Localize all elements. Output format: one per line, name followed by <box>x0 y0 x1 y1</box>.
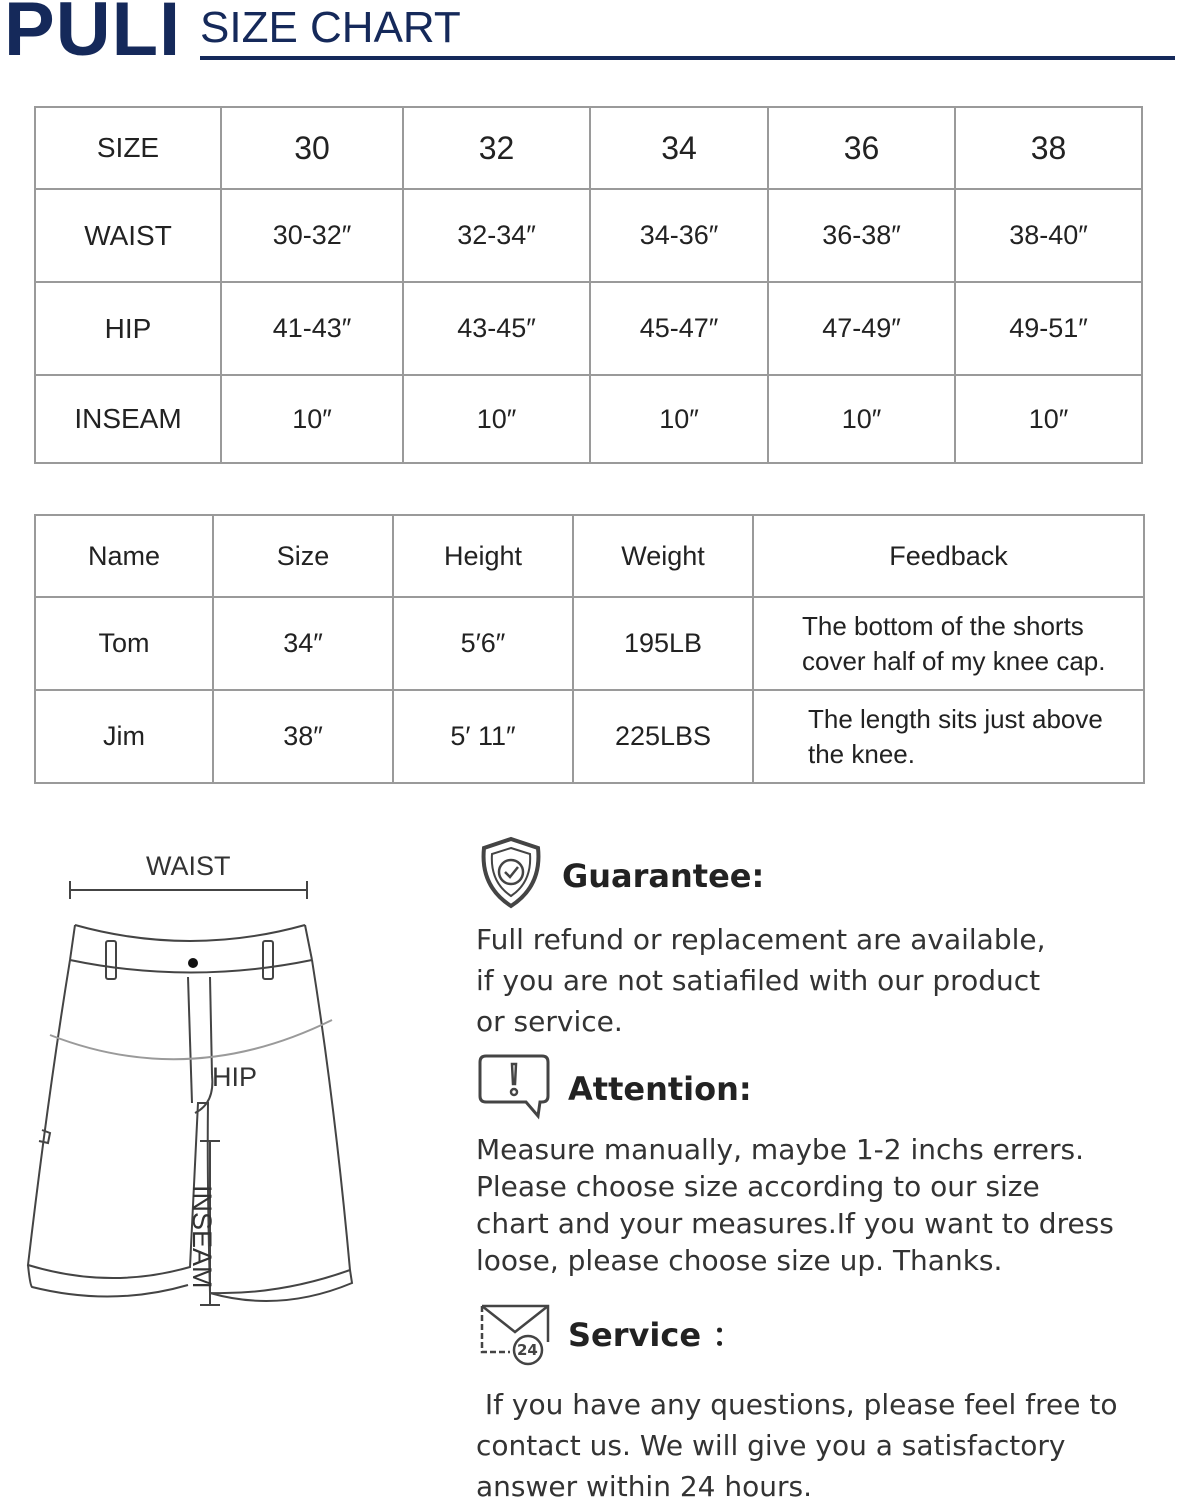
row-label: HIP <box>35 282 221 375</box>
feedback-header-row <box>35 515 1144 597</box>
customer-feedback-table <box>34 514 1145 784</box>
waist-row <box>35 189 1142 282</box>
feedback-header-cell: Weight <box>573 515 753 597</box>
brand-logo: PULI <box>4 0 182 72</box>
size-header-cell: SIZE <box>35 107 221 189</box>
service-section <box>476 1300 1156 1507</box>
table-cell: 36-38″ <box>768 189 955 282</box>
feedback-header-cell: Size <box>213 515 393 597</box>
table-cell: 30-32″ <box>221 189 403 282</box>
size-header-cell: 30 <box>221 107 403 189</box>
feedback-line: cover half of my knee cap. <box>802 645 1106 676</box>
service-title: Service ： <box>568 1316 745 1354</box>
text-line: Full refund or replacement are available, <box>476 923 1046 956</box>
table-cell: 43-45″ <box>403 282 590 375</box>
waist-label: WAIST <box>146 851 231 881</box>
feedback-line: The length sits just above <box>808 703 1103 734</box>
inseam-label: INSEAM <box>187 1185 217 1289</box>
table-cell: 41-43″ <box>221 282 403 375</box>
guarantee-section <box>476 836 1156 1042</box>
attention-text <box>476 1131 1156 1279</box>
shield-check-icon <box>476 836 546 915</box>
service-heading <box>476 1300 1156 1366</box>
guarantee-heading <box>476 836 1156 915</box>
text-line: if you are not satiafiled with our product <box>476 964 1041 997</box>
feedback-header-cell: Feedback <box>753 515 1144 597</box>
customer-height: 5′ 11″ <box>393 690 573 783</box>
customer-size: 38″ <box>213 690 393 783</box>
table-cell: 10″ <box>221 375 403 463</box>
exclamation-speech-icon <box>476 1052 552 1125</box>
inseam-row <box>35 375 1142 463</box>
feedback-line: The bottom of the shorts <box>802 610 1084 641</box>
customer-size: 34″ <box>213 597 393 690</box>
table-cell: 45-47″ <box>590 282 768 375</box>
feedback-header-cell: Name <box>35 515 213 597</box>
table-cell: 10″ <box>768 375 955 463</box>
attention-section <box>476 1052 1156 1279</box>
envelope-24-icon <box>476 1300 554 1366</box>
size-chart-table <box>34 106 1143 464</box>
hip-row <box>35 282 1142 375</box>
size-header-row <box>35 107 1142 189</box>
text-line: If you have any questions, please feel free to <box>476 1388 1118 1421</box>
title-underline <box>200 56 1175 60</box>
text-line: chart and your measures.If you want to dress <box>476 1207 1114 1240</box>
table-cell: 10″ <box>590 375 768 463</box>
row-label: WAIST <box>35 189 221 282</box>
table-row <box>35 690 1144 783</box>
table-cell: 34-36″ <box>590 189 768 282</box>
size-header-cell: 38 <box>955 107 1142 189</box>
guarantee-text <box>476 919 1156 1042</box>
customer-name: Jim <box>35 690 213 783</box>
guarantee-title: Guarantee: <box>562 856 765 895</box>
customer-weight: 195LB <box>573 597 753 690</box>
customer-name: Tom <box>35 597 213 690</box>
service-text <box>476 1384 1156 1507</box>
text-line: contact us. We will give you a satisfactory <box>476 1429 1066 1462</box>
attention-title: Attention: <box>568 1069 752 1108</box>
text-line: loose, please choose size up. Thanks. <box>476 1244 1003 1277</box>
hip-label: HIP <box>212 1062 258 1092</box>
customer-height: 5′6″ <box>393 597 573 690</box>
size-header-cell: 32 <box>403 107 590 189</box>
service-badge: 24 <box>517 1341 538 1359</box>
size-header-cell: 34 <box>590 107 768 189</box>
row-label: INSEAM <box>35 375 221 463</box>
attention-heading <box>476 1052 1156 1125</box>
table-cell: 49-51″ <box>955 282 1142 375</box>
table-cell: 10″ <box>403 375 590 463</box>
page-title: SIZE CHART <box>200 3 461 52</box>
table-cell: 47-49″ <box>768 282 955 375</box>
text-line: or service. <box>476 1005 623 1038</box>
customer-feedback <box>753 597 1144 690</box>
text-line: Measure manually, maybe 1-2 inchs errers. <box>476 1133 1084 1166</box>
customer-feedback <box>753 690 1144 783</box>
table-cell: 10″ <box>955 375 1142 463</box>
shorts-measurement-diagram <box>20 845 380 1325</box>
feedback-header-cell: Height <box>393 515 573 597</box>
size-header-cell: 36 <box>768 107 955 189</box>
customer-weight: 225LBS <box>573 690 753 783</box>
table-cell: 32-34″ <box>403 189 590 282</box>
table-cell: 38-40″ <box>955 189 1142 282</box>
text-line: answer within 24 hours. <box>476 1470 813 1503</box>
text-line: Please choose size according to our size <box>476 1170 1040 1203</box>
feedback-line: the knee. <box>808 738 915 769</box>
table-row <box>35 597 1144 690</box>
